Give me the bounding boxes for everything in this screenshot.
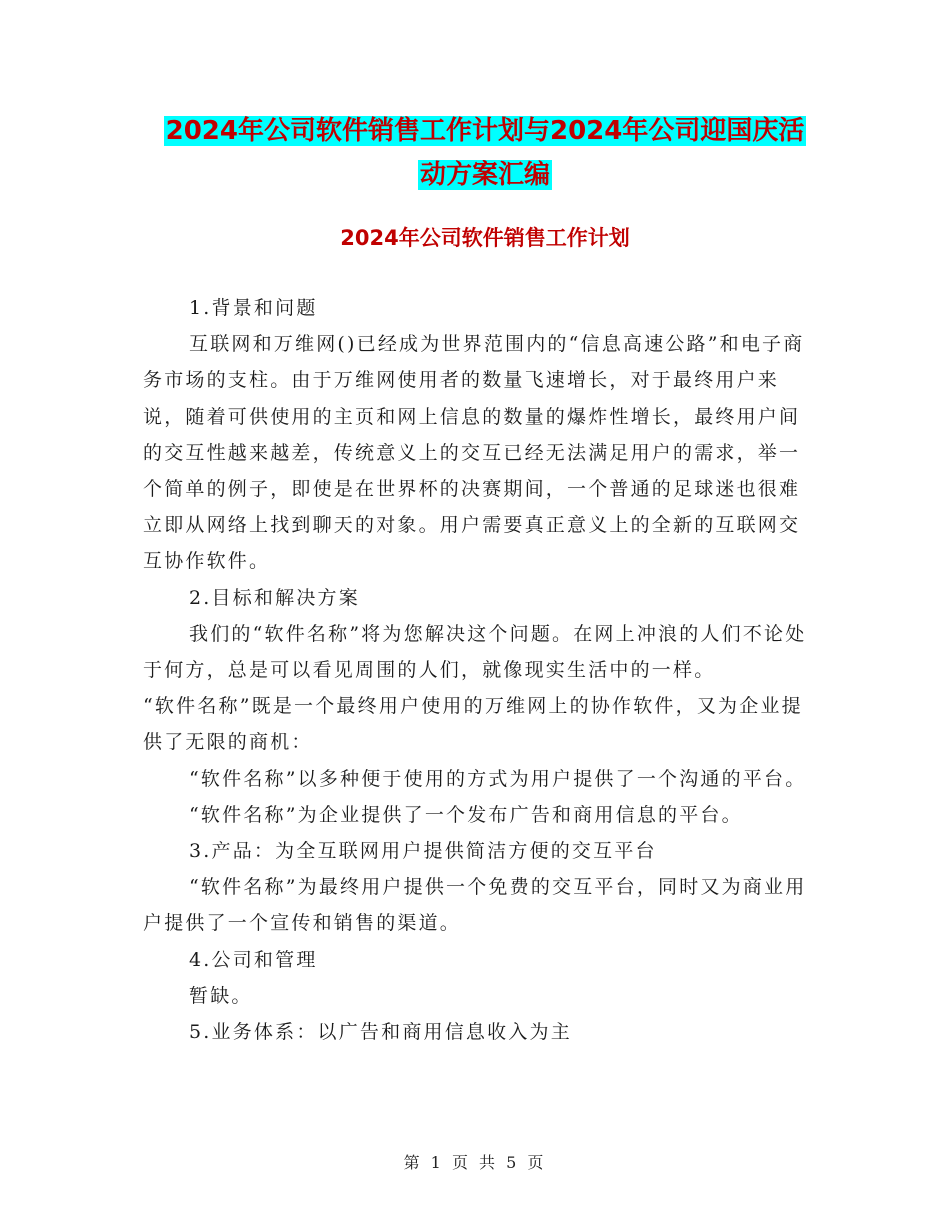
document-title-text-1: 2024年公司软件销售工作计划与2024年公司迎国庆活 xyxy=(165,116,805,146)
document-body xyxy=(143,290,808,1050)
document-title-text-2: 动方案汇编 xyxy=(419,160,550,190)
paragraph-heading-1: 1.背景和问题 xyxy=(189,297,318,319)
paragraph-heading-3: 3.产品：为全互联网用户提供简洁方便的交互平台 xyxy=(189,840,657,863)
document-title-line-2 xyxy=(140,153,830,197)
paragraph-heading-4: 4.公司和管理 xyxy=(189,948,318,971)
paragraph: 暂缺。 xyxy=(189,984,253,1007)
paragraph: “软件名称”以多种便于使用的方式为用户提供了一个沟通的平台。 xyxy=(189,767,807,790)
paragraph: “软件名称”既是一个最终用户使用的万维网上的协作软件，又为企业提供了无限的商机： xyxy=(143,695,803,754)
paragraph: 互联网和万维网()已经成为世界范围内的“信息高速公路”和电子商务市场的支柱。由于万维网使用者的数量飞速增长，对于最终用户来说，随着可供使用的主页和网上信息的数量的爆炸性增长，最终用户间的交互性越来越差，传统意义上的交互已经无法满足用户的需求，举一个简单的例子，即使是在世界杯的决赛期间，一个普通的足球迷也很难立即从网络上找到聊天的对象。用户需要真正意义上的全新的互联网交互协作软件。 xyxy=(143,333,805,573)
section-heading: 2024年公司软件销售工作计划 xyxy=(340,226,630,250)
document-title-line-1 xyxy=(140,109,830,153)
paragraph: “软件名称”为最终用户提供一个免费的交互平台，同时又为商业用户提供了一个宣传和销售的渠道。 xyxy=(143,876,807,935)
page-footer: 第 1 页 共 5 页 xyxy=(403,1153,547,1172)
paragraph-heading-5: 5.业务体系：以广告和商用信息收入为主 xyxy=(189,1021,572,1044)
paragraph: 我们的“软件名称”将为您解决这个问题。在网上冲浪的人们不论处于何方，总是可以看见周围的人们，就像现实生活中的一样。 xyxy=(143,622,807,682)
paragraph: “软件名称”为企业提供了一个发布广告和商用信息的平台。 xyxy=(189,803,743,826)
paragraph-heading-2: 2.目标和解决方案 xyxy=(189,586,360,609)
